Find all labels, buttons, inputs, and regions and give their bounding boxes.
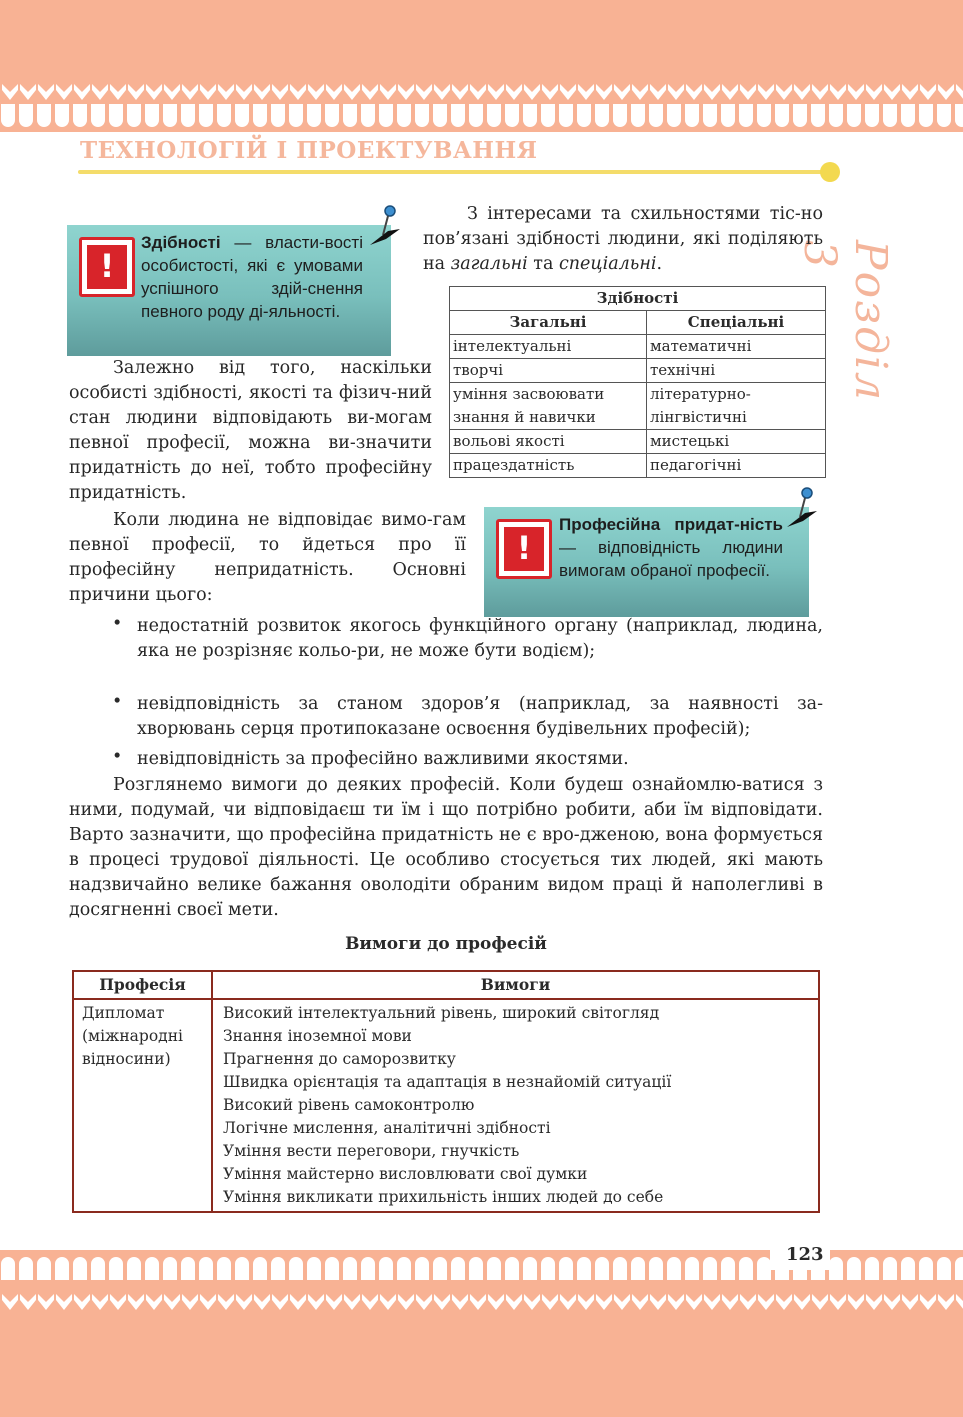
chevron-shape [614,1294,630,1310]
scallop-shape [523,1257,537,1280]
scallop-shape [577,1257,591,1280]
chevron-shape [470,84,486,100]
chevron-shape [200,1294,216,1310]
scallop-shape [793,104,807,127]
chevron-shape [182,1294,198,1310]
scallop-shape [883,104,897,127]
requirements-header-profession: Професія [73,971,212,999]
bullet-dot: • [112,692,123,712]
pin-icon [783,485,823,533]
chevron-shape [128,1294,144,1310]
chevron-shape [308,84,324,100]
definition-term: Професійна придат-ність [559,515,783,534]
table-cell: педагогічні [647,454,826,478]
chevron-shape [812,1294,828,1310]
pin-icon [366,203,406,251]
scallop-shape [919,1257,933,1280]
scallop-shape [19,104,33,127]
scallop-shape [667,1257,681,1280]
chevron-shape [614,84,630,100]
scallop-shape [541,104,555,127]
definition-body: — власти-вості особистості, які є умовами успішного здій-снення певного роду ді-яльності. [141,233,363,321]
scallop-shape [217,104,231,127]
scallop-shape [253,104,267,127]
chevron-shape [776,84,792,100]
chevron-shape [110,84,126,100]
scallop-shape [577,104,591,127]
scallop-shape [523,104,537,127]
scallop-shape [397,1257,411,1280]
scallop-shape [487,104,501,127]
abilities-header-general: Загальні [450,311,647,335]
requirements-cell [212,999,819,1212]
chevron-shape [578,1294,594,1310]
chevron-shape [20,84,36,100]
chevron-shape [830,84,846,100]
scallop-shape [649,104,663,127]
chevron-shape [866,84,882,100]
scallop-shape [865,104,879,127]
chevron-shape [362,1294,378,1310]
chevron-shape [92,1294,108,1310]
definition-box-suitability [484,507,809,617]
chevron-shape [650,84,666,100]
scallop-shape [559,1257,573,1280]
scallop-shape [19,1257,33,1280]
paragraph-suitability: Залежно від того, наскільки особисті здібності, якості та фізич-ний стан людини відповідають ви-могам певної професії, можна ви-значити придатність до неї, тобто професійну придатність. [69,358,432,503]
scallop-shape [775,104,789,127]
scallop-shape [541,1257,555,1280]
requirements-table-caption: Вимоги до професій [345,934,547,954]
abilities-table-caption: Здібності [450,287,826,311]
chevron-shape [542,1294,558,1310]
chevron-shape [758,1294,774,1310]
paragraph-requirements-intro: Розглянемо вимоги до деяких професій. Коли будеш ознайомлю-ватися з ними, подумай, чи відповідаєш ти їм і що потрібно робити, аби їм відповідати. Варто зазначити, що професійна придатність не є вро-дженою, вона формується в процесі трудової діяльності. Це особливо стосується тих людей, які мають надзвичайно велике бажання оволодіти обраним видом праці й наполегливі в досягненні своєї мети. [69,775,823,920]
scallop-shape [415,1257,429,1280]
requirement-item: Уміння майстерно висловлювати свої думки [223,1165,588,1183]
requirement-item: Швидка орієнтація та адаптація в незнайомій ситуації [223,1073,672,1091]
chevron-shape [848,84,864,100]
scallop-shape [253,1257,267,1280]
scallop-shape [829,104,843,127]
chevron-shape [146,84,162,100]
scallop-shape [757,1257,771,1280]
abilities-table [449,286,826,478]
scallop-shape [307,1257,321,1280]
requirement-item: Високий рівень самоконтролю [223,1096,475,1114]
scallop-shape [289,104,303,127]
scallop-shape [73,104,87,127]
scallop-shape [883,1257,897,1280]
chevron-shape [38,1294,54,1310]
intro-and: та [527,254,559,274]
scallop-shape [361,1257,375,1280]
scallop-border-icon [0,104,963,134]
chevron-shape [74,1294,90,1310]
intro-special: спеціальні [558,254,657,274]
chevron-shape [776,1294,792,1310]
scallop-shape [955,1257,963,1280]
scallop-shape [613,1257,627,1280]
scallop-shape [847,1257,861,1280]
scallop-shape [469,1257,483,1280]
chevron-shape [596,1294,612,1310]
requirement-item: Уміння вести переговори, гнучкість [223,1142,520,1160]
definition-body: — відповідність людини вимогам обраної професії. [559,538,783,580]
scallop-shape [37,104,51,127]
scallop-shape [811,104,825,127]
section-side-label: Розділ 3 [794,240,896,403]
table-cell: інтелектуальні [450,335,647,359]
scallop-shape [685,1257,699,1280]
chevron-shape [884,1294,900,1310]
scallop-shape [937,104,951,127]
chevron-shape [506,1294,522,1310]
scallop-shape [271,104,285,127]
chevron-shape [2,84,18,100]
scallop-shape [127,1257,141,1280]
chevron-shape [812,84,828,100]
chevron-shape [920,84,936,100]
chevron-shape [488,1294,504,1310]
scallop-shape [847,104,861,127]
requirement-item: Високий інтелектуальний рівень, широкий світогляд [223,1004,660,1022]
intro-end: . [656,254,663,274]
scallop-shape [361,104,375,127]
scallop-shape [343,1257,357,1280]
chevron-shape [128,84,144,100]
chevron-shape [218,1294,234,1310]
chevron-shape [758,84,774,100]
scallop-shape [325,1257,339,1280]
chevron-shape [254,84,270,100]
scallop-shape [433,104,447,127]
scallop-shape [901,104,915,127]
scallop-shape [163,104,177,127]
scallop-shape [307,104,321,127]
chevron-shape [272,84,288,100]
chevron-shape [56,84,72,100]
chevron-shape [704,84,720,100]
scallop-shape [667,104,681,127]
scallop-shape [1,1257,15,1280]
scallop-shape [865,1257,879,1280]
scallop-shape [919,104,933,127]
scallop-shape [469,104,483,127]
table-cell: творчі [450,359,647,383]
chevron-shape [56,1294,72,1310]
scallop-shape [703,104,717,127]
definition-text [559,513,783,582]
scallop-shape [181,104,195,127]
scallop-shape [739,1257,753,1280]
chevron-shape [362,84,378,100]
chevron-shape [380,84,396,100]
chevron-shape [434,84,450,100]
chevron-shape [740,1294,756,1310]
scallop-shape [757,104,771,127]
scallop-shape [487,1257,501,1280]
scallop-shape [451,104,465,127]
chevron-shape [560,84,576,100]
chevron-pattern-icon [0,1290,963,1316]
definition-box-abilities [67,225,391,356]
chevron-shape [380,1294,396,1310]
scallop-shape [397,104,411,127]
chevron-shape [236,1294,252,1310]
profession-cell: Дипломат (міжнародні відносини) [73,999,212,1212]
scallop-shape [1,104,15,127]
table-cell: математичні [647,335,826,359]
chevron-shape [884,84,900,100]
scallop-shape [145,1257,159,1280]
chevron-shape [272,1294,288,1310]
scallop-shape [505,1257,519,1280]
requirements-table [72,970,820,1213]
top-decorative-band [0,0,963,132]
scallop-shape [433,1257,447,1280]
scallop-shape [703,1257,717,1280]
table-cell: уміння засвоювати знання й навички [450,383,647,430]
chevron-shape [524,84,540,100]
scallop-shape [199,104,213,127]
chevron-shape [200,84,216,100]
chevron-shape [704,1294,720,1310]
chevron-shape [326,84,342,100]
table-cell: технічні [647,359,826,383]
intro-general: загальні [450,254,528,274]
scallop-shape [145,104,159,127]
chevron-shape [956,1294,963,1310]
scallop-shape [199,1257,213,1280]
chevron-shape [686,84,702,100]
chevron-shape [794,1294,810,1310]
chevron-shape [722,84,738,100]
scallop-shape [631,104,645,127]
chevron-shape [2,1294,18,1310]
scallop-shape [55,104,69,127]
chevron-shape [344,1294,360,1310]
chevron-shape [650,1294,666,1310]
scallop-shape [631,1257,645,1280]
intro-paragraph [423,202,823,277]
chevron-shape [668,84,684,100]
list-item: невідповідність за професійно важливими якостями. [137,749,629,769]
chevron-shape [74,84,90,100]
requirement-item: Прагнення до саморозвитку [223,1050,456,1068]
chevron-shape [866,1294,882,1310]
chevron-shape [218,84,234,100]
chevron-shape [254,1294,270,1310]
chevron-shape [830,1294,846,1310]
table-cell: вольові якості [450,430,647,454]
chevron-shape [416,84,432,100]
scallop-shape [55,1257,69,1280]
chevron-shape [488,84,504,100]
scallop-shape [829,1257,843,1280]
scallop-shape [649,1257,663,1280]
chevron-shape [632,84,648,100]
bullet-dot: • [112,614,123,634]
chevron-shape [164,1294,180,1310]
chevron-shape [920,1294,936,1310]
chevron-shape [848,1294,864,1310]
chevron-shape [470,1294,486,1310]
requirement-item: Логічне мислення, аналітичні здібності [223,1119,551,1137]
chevron-shape [92,84,108,100]
chevron-shape [794,84,810,100]
scallop-shape [343,104,357,127]
list-item: недостатній розвиток якогось функційного органу (наприклад, людина, яка не розрізняє кольо-ри, не може бути водієм); [137,616,823,661]
chevron-shape [326,1294,342,1310]
definition-term: Здібності [141,233,221,252]
scallop-shape [235,1257,249,1280]
chevron-shape [20,1294,36,1310]
page-number: 123 [786,1244,824,1265]
warning-icon: ! [496,519,552,579]
table-cell: працездатність [450,454,647,478]
abilities-header-special: Спеціальні [647,311,826,335]
scallop-shape [955,104,963,127]
scallop-shape [217,1257,231,1280]
scallop-shape [379,1257,393,1280]
scallop-shape [595,1257,609,1280]
chevron-shape [308,1294,324,1310]
chevron-shape [560,1294,576,1310]
chevron-shape [722,1294,738,1310]
scallop-shape [505,104,519,127]
chevron-shape [110,1294,126,1310]
chevron-shape [164,84,180,100]
chevron-shape [542,84,558,100]
chevron-shape [452,1294,468,1310]
chevron-shape [146,1294,162,1310]
scallop-shape [685,104,699,127]
chevron-shape [902,1294,918,1310]
title-dot-icon [820,162,840,182]
scallop-shape [109,1257,123,1280]
requirements-header-requirements: Вимоги [212,971,819,999]
scallop-shape [181,1257,195,1280]
chevron-shape [740,84,756,100]
scallop-shape [739,104,753,127]
chevron-shape [956,84,963,100]
scallop-shape [109,104,123,127]
warning-icon: ! [79,237,135,297]
scallop-shape [595,104,609,127]
scallop-shape [937,1257,951,1280]
table-cell: літературно-лінгвістичні [647,383,826,430]
scallop-shape [325,104,339,127]
chevron-shape [398,1294,414,1310]
scallop-shape [613,104,627,127]
scallop-shape [721,104,735,127]
chevron-shape [290,1294,306,1310]
chevron-shape [902,84,918,100]
scallop-shape [901,1257,915,1280]
chevron-shape [434,1294,450,1310]
scallop-shape [127,104,141,127]
scallop-shape [451,1257,465,1280]
scallop-shape [559,104,573,127]
scallop-shape [721,1257,735,1280]
bullet-dot: • [112,747,123,767]
scallop-shape [415,104,429,127]
chevron-shape [506,84,522,100]
chevron-shape [596,84,612,100]
chevron-shape [668,1294,684,1310]
scallop-shape [235,104,249,127]
chevron-shape [236,84,252,100]
chevron-shape [290,84,306,100]
requirement-item: Знання іноземної мови [223,1027,412,1045]
list-item: невідповідність за станом здоров’я (наприклад, за наявності за-хворювань серця протипоказане освоєння будівельних професій); [137,694,823,739]
bottom-decorative-band [0,1250,963,1417]
chevron-shape [38,84,54,100]
requirement-item: Уміння викликати прихильність інших людей до себе [223,1188,664,1206]
chevron-shape [686,1294,702,1310]
paragraph-unsuitability: Коли людина не відповідає вимо-гам певної професії, то йдеться про її професійну непридатність. Основні причини цього: [69,510,466,605]
title-underline [78,170,830,174]
scallop-shape [37,1257,51,1280]
chevron-shape [938,1294,954,1310]
definition-text [141,231,363,323]
chevron-shape [182,84,198,100]
scallop-shape [379,104,393,127]
chevron-shape [452,84,468,100]
scallop-shape [163,1257,177,1280]
chevron-shape [398,84,414,100]
chevron-shape [578,84,594,100]
scallop-shape [289,1257,303,1280]
scallop-shape [271,1257,285,1280]
intro-text: З інтересами та схильностями тіс-но пов’язані здібності людини, які поділяють на [423,204,823,274]
chevron-shape [632,1294,648,1310]
chevron-shape [524,1294,540,1310]
table-cell: мистецькі [647,430,826,454]
scallop-shape [73,1257,87,1280]
chevron-pattern-icon [0,80,963,106]
chevron-shape [938,84,954,100]
chevron-shape [344,84,360,100]
scallop-shape [91,1257,105,1280]
section-title: ТЕХНОЛОГІЙ І ПРОЕКТУВАННЯ [80,137,538,164]
chevron-shape [416,1294,432,1310]
scallop-shape [91,104,105,127]
